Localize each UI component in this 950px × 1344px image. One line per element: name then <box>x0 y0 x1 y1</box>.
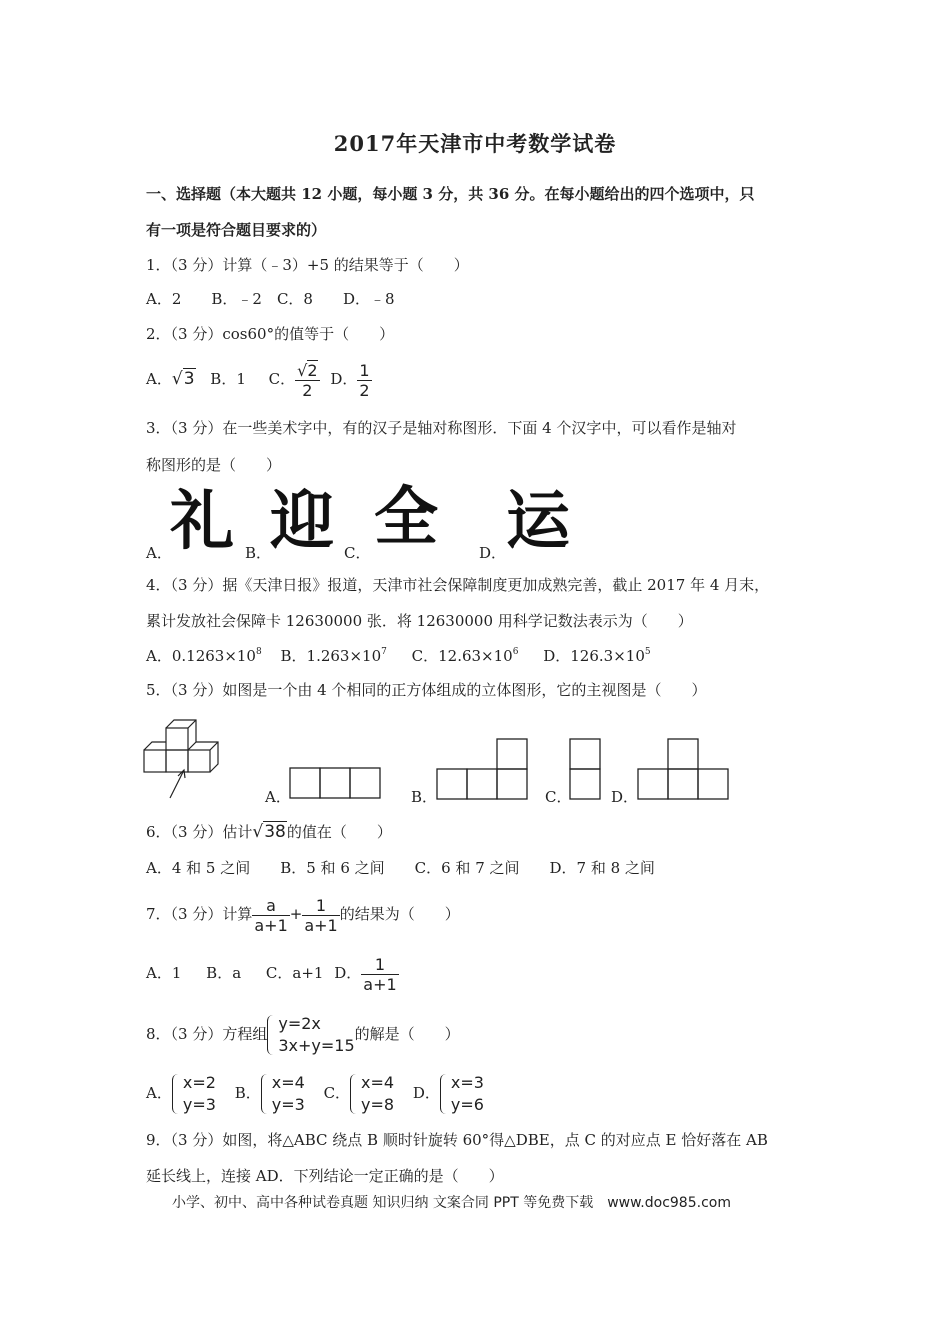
option-a-exponent: 8 <box>255 647 262 657</box>
fraction-1-over-a-plus-1: $\frac{1}{a+1}$ <box>304 895 338 935</box>
sqrt-38: √38 <box>252 822 286 842</box>
fraction-sqrt2-over-2: $\frac{√2}{2}$ <box>297 360 318 400</box>
question-6-stem <box>146 822 392 842</box>
option-d-label: D． <box>412 1084 440 1102</box>
option-d-label: D． <box>479 544 507 562</box>
question-7-suffix: 的结果为（ ） <box>339 905 460 923</box>
option-a-label: A． <box>146 1084 172 1102</box>
question-5-stem: 5．（3 分）如图是一个由 4 个相同的正方体组成的立体图形，它的主视图是（ ） <box>146 681 707 699</box>
option-b-label: B． <box>411 788 438 806</box>
option-c-label: C． <box>545 788 572 806</box>
option-d-system: x=3 y=6 <box>440 1072 484 1116</box>
option-a-label: A． <box>146 370 172 388</box>
fraction-a-over-a-plus-1: $\frac{a}{a+1}$ <box>254 895 288 935</box>
question-3-line-1: 3．（3 分）在一些美术字中，有的汉子是轴对称图形．下面 4 个汉字中，可以看作是轴对 <box>146 419 737 437</box>
question-2-stem: 2．（3 分）cos60°的值等于（ ） <box>146 325 395 343</box>
option-b-figure <box>435 737 531 801</box>
option-d: D．126.3×10 <box>543 647 645 665</box>
option-b: B．a <box>206 964 242 982</box>
option-c: C．a+1 <box>265 964 324 982</box>
hanzi-ying: 迎 <box>270 485 334 559</box>
option-a-system: x=2 y=3 <box>172 1072 216 1116</box>
option-c: C．12.63×10 <box>411 647 513 665</box>
page-title: 2017年天津市中考数学试卷 <box>333 131 617 156</box>
option-d-exponent: 5 <box>644 647 651 657</box>
question-4-line-2: 累计发放社会保障卡 12630000 张．将 12630000 用科学记数法表示为（ ） <box>146 612 693 630</box>
question-8-options <box>146 1069 484 1117</box>
option-b-exponent: 7 <box>381 647 387 657</box>
plus-sign: + <box>289 905 303 923</box>
option-b: B．1.263×10 <box>280 647 382 665</box>
question-9-line-1: 9．（3 分）如图，将△ABC 绕点 B 顺时针旋转 60°得△DBE，点 C 的对应点 E 恰好落在 AB <box>146 1131 768 1149</box>
option-a-figure <box>288 766 384 800</box>
question-2-options <box>146 357 372 401</box>
option-c-figure <box>568 737 604 801</box>
equation-system: y=2x 3x+y=15 <box>267 1013 354 1057</box>
option-a: A．1 <box>146 964 182 982</box>
option-c-label: C． <box>344 544 371 562</box>
option-c-label: C． <box>323 1084 351 1102</box>
cube-solid-figure <box>140 712 222 802</box>
question-6-options: A．4 和 5 之间 B．5 和 6 之间 C．6 和 7 之间 D．7 和 8 之间 <box>146 859 655 877</box>
option-d-figure <box>636 737 732 801</box>
option-c-label: C． <box>268 370 296 388</box>
question-4-line-1: 4．（3 分）据《天津日报》报道，天津市社会保障制度更加成熟完善，截止 2017 年 4 月末， <box>146 576 770 594</box>
question-8-prefix: 8．（3 分）方程组 <box>146 1025 268 1043</box>
question-9-line-2: 延长线上，连接 AD．下列结论一定正确的是（ ） <box>146 1167 504 1185</box>
question-7-options <box>146 952 399 994</box>
question-8-suffix: 的解是（ ） <box>354 1025 460 1043</box>
question-6-suffix: 的值在（ ） <box>286 823 392 841</box>
option-a: A．0.1263×10 <box>146 647 256 665</box>
option-c-exponent: 6 <box>512 647 519 657</box>
option-d-label: D． <box>611 788 639 806</box>
fraction-1-over-2: $\frac{1}{2}$ <box>359 360 370 400</box>
question-1-options: A．2 B．﹣2 C．8 D．﹣8 <box>146 290 395 308</box>
sqrt-3: √3 <box>171 369 195 389</box>
option-b-label: B． <box>245 544 272 562</box>
option-a-label: A． <box>146 544 172 562</box>
option-c-system: x=4 y=8 <box>350 1072 394 1116</box>
question-7-stem <box>146 893 460 935</box>
option-b: B．1 <box>210 370 246 388</box>
section-header-line-2: 有一项是符合题目要求的） <box>146 221 327 239</box>
question-6-prefix: 6．（3 分）估计 <box>146 823 253 841</box>
option-b-label: B． <box>234 1084 261 1102</box>
option-a-label: A． <box>265 788 291 806</box>
option-d-label: D． <box>334 964 362 982</box>
section-header-line-1: 一、选择题（本大题共 12 小题，每小题 3 分，共 36 分。在每小题给出的四个选项中，只 <box>146 185 755 203</box>
question-4-options <box>146 646 651 666</box>
fraction-1-over-a-plus-1-option: $\frac{1}{a+1}$ <box>363 954 397 994</box>
option-b-system: x=4 y=3 <box>261 1072 305 1116</box>
question-3-line-2: 称图形的是（ ） <box>146 456 282 474</box>
hanzi-yun: 运 <box>506 485 570 559</box>
question-7-prefix: 7．（3 分）计算 <box>146 905 253 923</box>
question-1-stem: 1．（3 分）计算（﹣3）+5 的结果等于（ ） <box>146 256 469 274</box>
hanzi-quan: 全 <box>374 481 438 555</box>
footer-text: 小学、初中、高中各种试卷真题 知识归纳 文案合同 PPT 等免费下载 www.doc985.com <box>172 1195 731 1211</box>
hanzi-li: 礼 <box>170 485 234 559</box>
question-8-stem <box>146 1010 460 1058</box>
option-d-label: D． <box>330 370 358 388</box>
